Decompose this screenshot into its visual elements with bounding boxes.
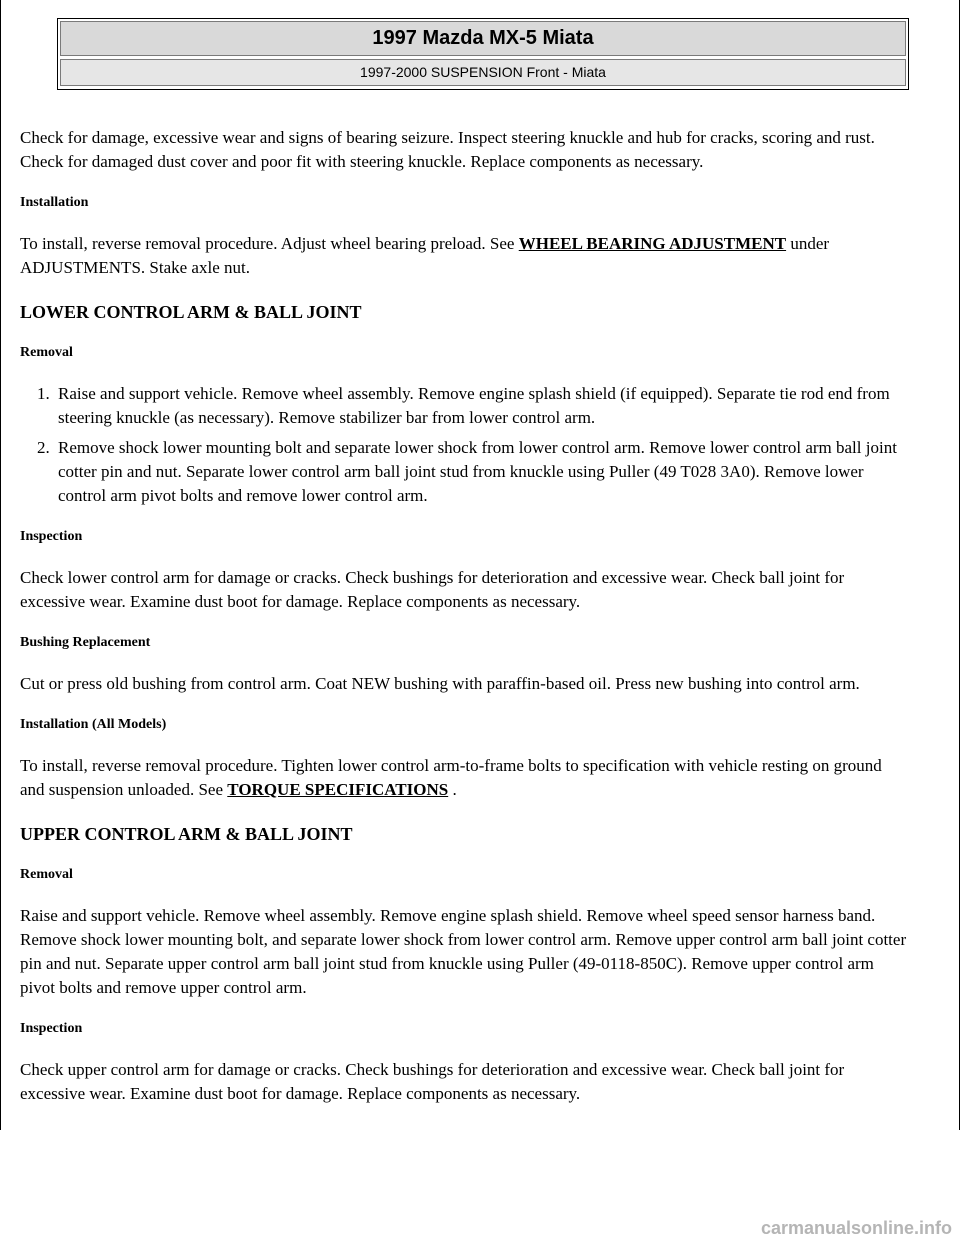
lower-installation-subheading: Installation (All Models) <box>20 717 167 732</box>
upper-removal-subheading: Removal <box>20 867 73 882</box>
lower-removal-subheading: Removal <box>20 345 73 360</box>
installation-paragraph <box>20 232 910 280</box>
upper-inspection-subheading: Inspection <box>20 1021 83 1036</box>
page-header <box>57 18 909 90</box>
installation-text-before: To install, reverse removal procedure. Adjust wheel bearing preload. See <box>20 234 519 253</box>
installation-text-after: under ADJUSTMENTS. Stake axle nut. <box>20 234 830 277</box>
lower-control-arm-heading: LOWER CONTROL ARM & BALL JOINT <box>20 302 362 322</box>
upper-removal-paragraph: Raise and support vehicle. Remove wheel assembly. Remove engine splash shield. Remove wheel speed sensor harness band. Remove shock lower mounting bolt, and separate lower shock from lower control arm. Remove upper control arm ball joint cotter pin and nut. Separate upper control arm ball joint stud from knuckle using Puller (49-0118-850C). Remove upper control arm pivot bolts and remove upper control arm. <box>20 906 907 997</box>
bushing-replacement-subheading: Bushing Replacement <box>20 635 151 650</box>
lower-removal-step: 1. Raise and support vehicle. Remove wheel assembly. Remove engine splash shield (if equipped). Separate tie rod end from steering knuckle (as necessary). Remove stabilizer bar from lower control arm. <box>54 382 910 430</box>
bushing-replacement-paragraph: Cut or press old bushing from control arm. Coat NEW bushing with paraffin-based oil. Press new bushing into control arm. <box>20 674 860 693</box>
lower-inspection-paragraph: Check lower control arm for damage or cracks. Check bushings for deterioration and excessive wear. Check ball joint for excessive wear. Examine dust boot for damage. Replace components as necessary. <box>20 568 845 611</box>
lower-installation-text-after: . <box>448 780 457 799</box>
intro-paragraph: Check for damage, excessive wear and signs of bearing seizure. Inspect steering knuckle and hub for cracks, scoring and rust. Check for damaged dust cover and poor fit with steering knuckle. Replace components as necessary. <box>20 128 875 171</box>
document-title: 1997 Mazda MX-5 Miata <box>60 21 906 56</box>
upper-control-arm-heading: UPPER CONTROL ARM & BALL JOINT <box>20 824 353 844</box>
document-subtitle: 1997-2000 SUSPENSION Front - Miata <box>60 59 906 86</box>
lower-installation-text-before: To install, reverse removal procedure. Tighten lower control arm-to-frame bolts to specification with vehicle resting on ground and suspension unloaded. See <box>20 756 882 799</box>
page-border-left <box>0 0 1 1130</box>
lower-removal-steps <box>20 382 910 508</box>
lower-removal-step: 2. Remove shock lower mounting bolt and separate lower shock from lower control arm. Remove lower control arm ball joint cotter pin and nut. Separate lower control arm ball joint stud from knuckle using Puller (49 T028 3A0). Remove lower control arm pivot bolts and remove lower control arm. <box>54 436 910 508</box>
installation-subheading: Installation <box>20 195 89 210</box>
upper-inspection-paragraph: Check upper control arm for damage or cracks. Check bushings for deterioration and excessive wear. Check ball joint for excessive wear. Examine dust boot for damage. Replace components as necessary. <box>20 1060 845 1103</box>
document-body <box>20 126 910 1126</box>
torque-specifications-link[interactable]: TORQUE SPECIFICATIONS <box>227 780 449 799</box>
site-watermark: carmanualsonline.info <box>760 1218 952 1238</box>
lower-inspection-subheading: Inspection <box>20 529 83 544</box>
lower-installation-paragraph <box>20 754 910 802</box>
wheel-bearing-adjustment-link[interactable]: WHEEL BEARING ADJUSTMENT <box>518 234 787 253</box>
